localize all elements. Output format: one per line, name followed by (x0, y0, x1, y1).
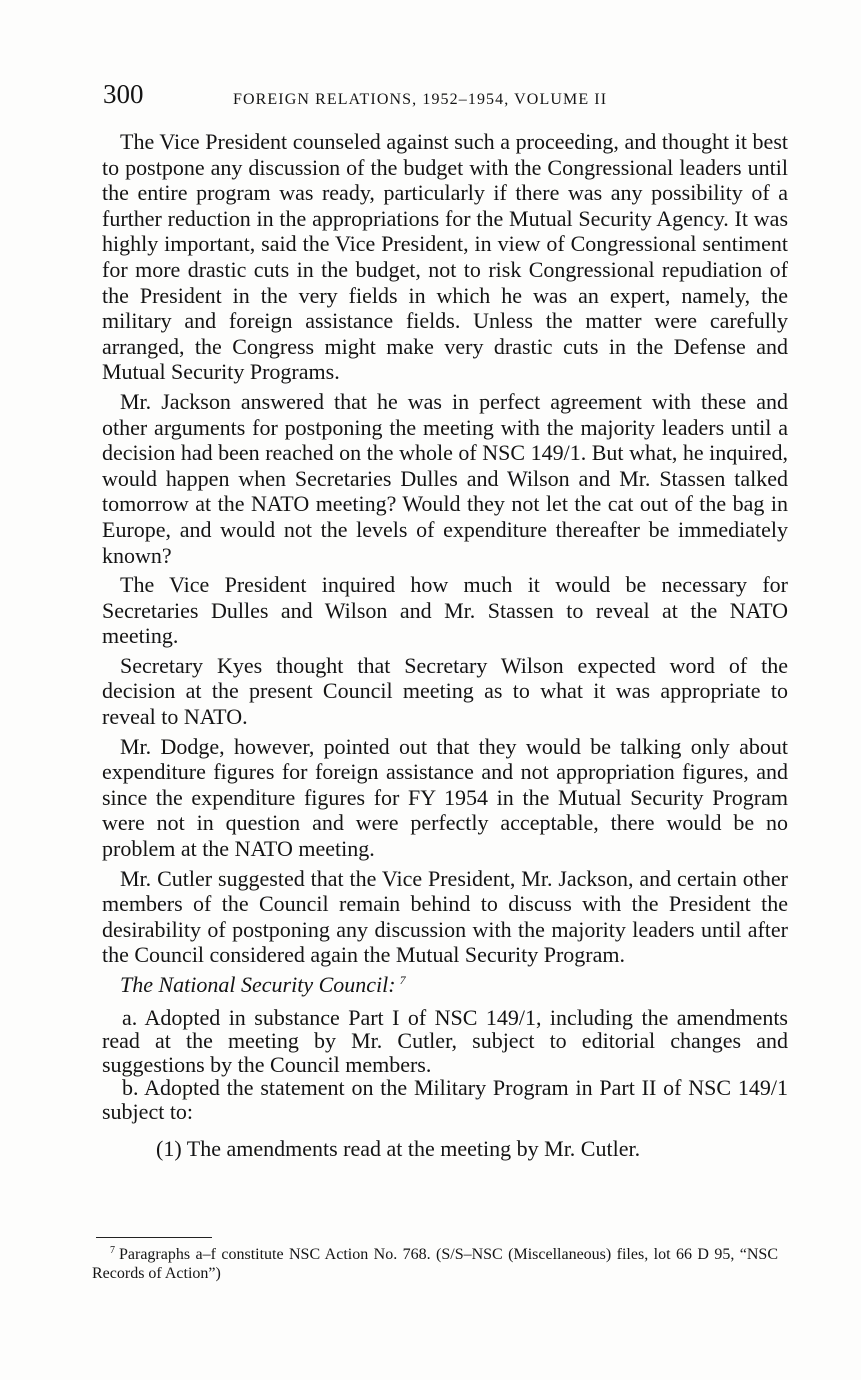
paragraph-kyes: Secretary Kyes thought that Secretary Wilson expected word of the decision at the present Council meeting as to what it was appropriate to reveal to NATO. (102, 652, 788, 730)
footnote-text: Paragraphs a–f constitute NSC Action No. 768. (S/S–NSC (Miscellaneous) files, lot 66 D 95, “NSC Records of Action”) (92, 1246, 778, 1282)
paragraph-jackson-answer: Mr. Jackson answered that he was in perfect agreement with these and other arguments for postponing the meeting with the majority leaders until a decision had been reached on the whole of NSC 149/1. But what, he inquired, would happen when Secretaries Dulles and Wilson and Mr. Stassen talked tomorrow at the NATO meeting? Would they not let the cat out of the bag in Europe, and would not the levels of expenditure thereafter be immediately known? (102, 388, 788, 568)
action-subitem-1: (1) The amendments read at the meeting by Mr. Cutler. (156, 1136, 641, 1162)
page-number: 300 (103, 79, 144, 109)
action-item-b: b. Adopted the statement on the Military Program in Part II of NSC 149/1 subject to: (102, 1075, 788, 1124)
paragraph-dodge: Mr. Dodge, however, pointed out that they would be talking only about expenditure figures for foreign assistance and not appropriation figures, and since the expenditure figures for FY 1954 in the Mutual Security Program were not in question and were perfectly acceptable, there would be no problem at the NATO meeting. (102, 733, 788, 862)
footnote-reference: 7 (399, 972, 406, 987)
council-heading-text: The National Security Council: (120, 972, 396, 997)
action-item-a: a. Adopted in substance Part I of NSC 149/1, including the amendments read at the meeting by Mr. Cutler, subject to editorial changes and suggestions by the Council members. (102, 1004, 788, 1077)
footnote-mark: 7 (110, 1244, 115, 1256)
footnote (92, 1245, 778, 1283)
paragraph-vice-president-inquiry: The Vice President inquired how much it would be necessary for Secretaries Dulles and Wilson and Mr. Stassen to reveal at the NATO meeting. (102, 572, 788, 649)
page-header (100, 78, 790, 114)
body-text (102, 129, 788, 1161)
paragraph-cutler: Mr. Cutler suggested that the Vice President, Mr. Jackson, and certain other members of the Council remain behind to discuss with the President the desirability of postponing any discussion with the majority leaders until after the Council considered again the Mutual Security Program. (102, 865, 788, 968)
footnote-divider (96, 1237, 212, 1238)
running-head: FOREIGN RELATIONS, 1952–1954, VOLUME II (233, 91, 608, 108)
council-heading (102, 972, 788, 998)
paragraph-vice-president-counsel: The Vice President counseled against such a proceeding, and thought it best to postpone any discussion of the budget with the Congressional leaders until the entire program was ready, particularly if there was any possibility of a further reduction in the appropriations for the Mutual Security Agency. It was highly important, said the Vice President, in view of Congressional sentiment for more drastic cuts in the budget, not to risk Congressional repudiation of the President in the very fields in which he was an expert, namely, the military and foreign assistance fields. Unless the matter were carefully arranged, the Congress might make very drastic cuts in the Defense and Mutual Security Programs. (102, 129, 788, 385)
